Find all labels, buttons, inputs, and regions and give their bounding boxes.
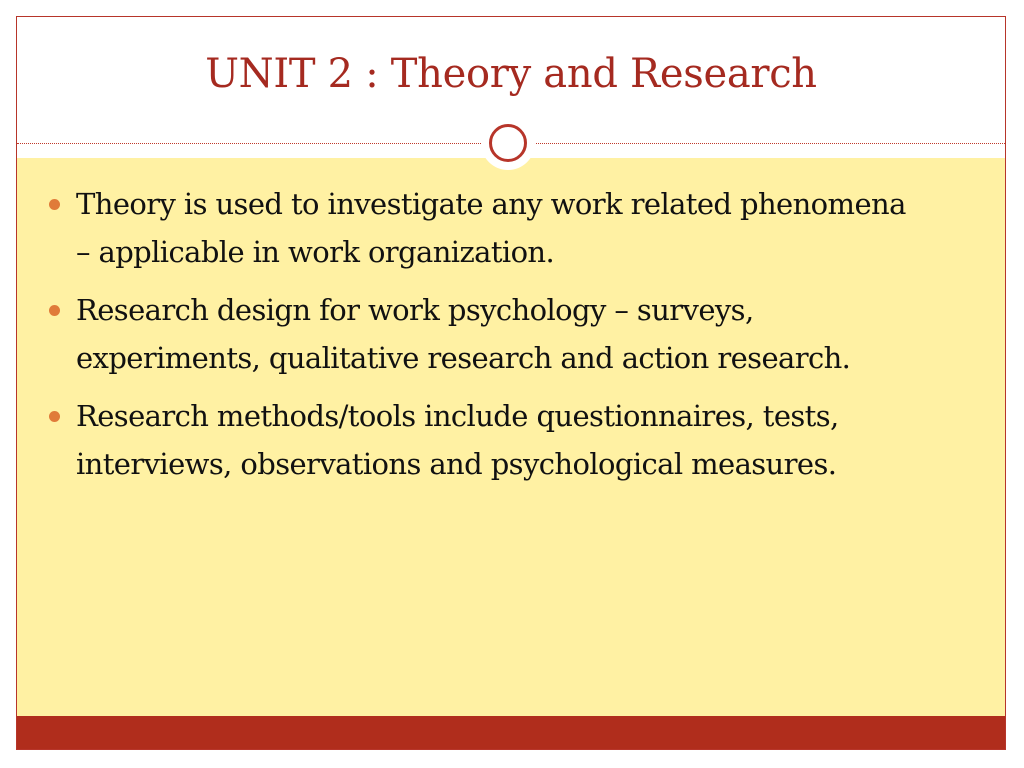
bullet-item [47,392,927,488]
bottom-bar [17,716,1005,750]
bullet-text: Research methods/tools include questionnaires, tests, interviews, observations and psychological measures. [76,399,839,481]
bullet-item [47,286,927,382]
bullet-dot-icon [49,305,60,316]
circle-ornament-ring-icon [489,124,527,162]
slide-title: UNIT 2 : Theory and Research [205,51,817,97]
bullet-dot-icon [49,411,60,422]
slide [16,16,1006,750]
bullet-list [47,180,927,498]
bullet-text: Theory is used to investigate any work related phenomena – applicable in work organization. [76,187,906,269]
bullet-dot-icon [49,199,60,210]
bullet-text: Research design for work psychology – surveys, experiments, qualitative research and action research. [76,293,851,375]
bullet-item [47,180,927,276]
